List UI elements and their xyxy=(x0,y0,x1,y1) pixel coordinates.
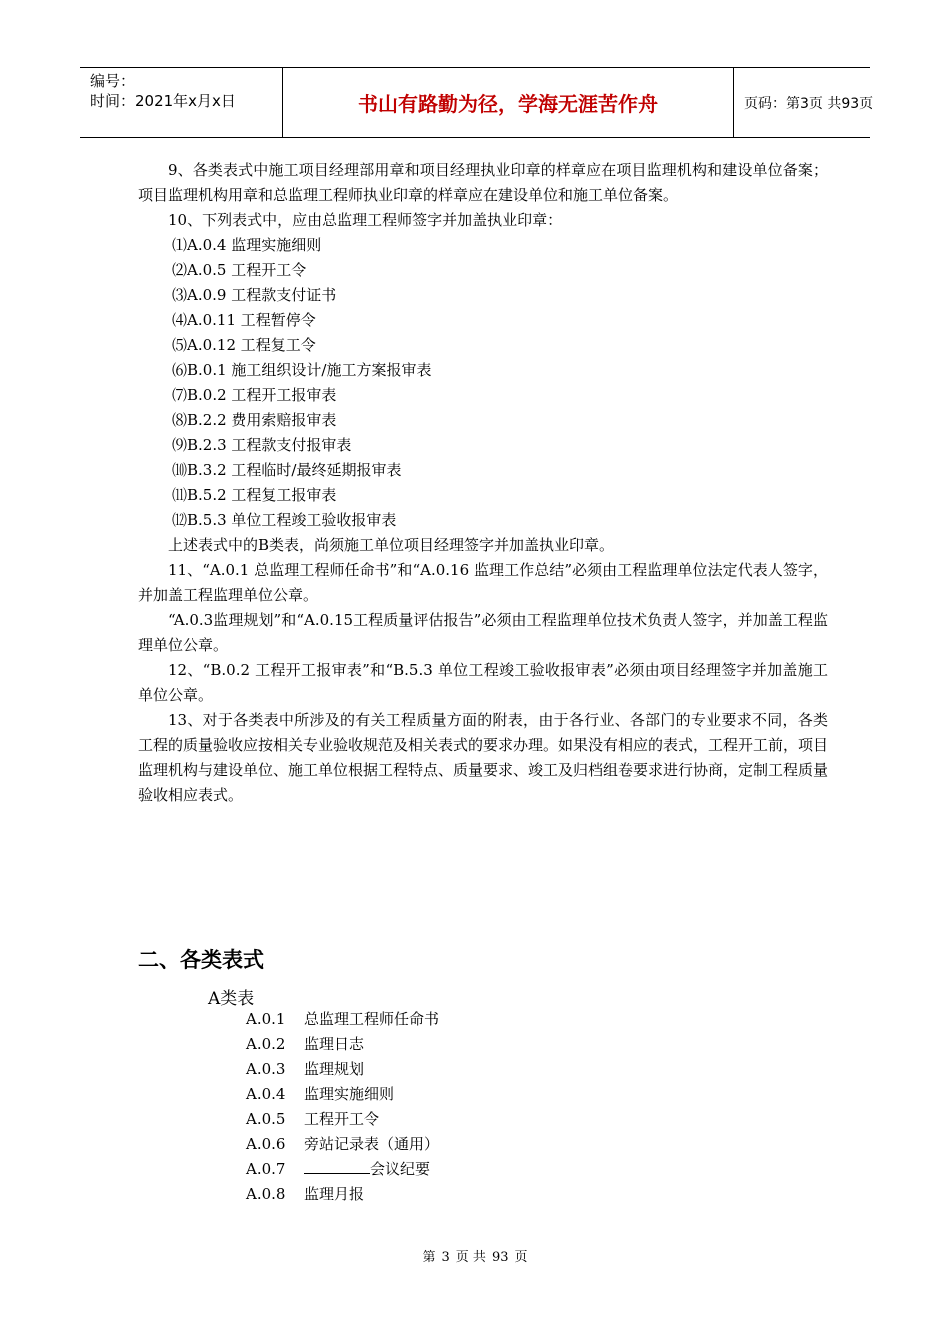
form-list-item xyxy=(246,1082,439,1107)
form-name: 总监理工程师任命书 xyxy=(304,1010,440,1028)
paragraph-11a: 11、“A.0.1 总监理工程师任命书”和“A.0.16 监理工作总结”必须由工程监理单位法定代表人签字，并加盖工程监理单位公章。 xyxy=(138,561,828,604)
form-name: 旁站记录表（通用） xyxy=(304,1135,440,1153)
form-name: 监理规划 xyxy=(304,1060,365,1078)
list-item: ⑺B.0.2 工程开工报审表 xyxy=(172,386,337,404)
form-name: 工程开工令 xyxy=(304,1110,380,1128)
form-list-item xyxy=(246,1107,439,1132)
section-title: 二、各类表式 xyxy=(138,948,264,972)
footer-prefix: 第 xyxy=(422,1250,436,1265)
paragraph-10-note: 上述表式中的B类表，尚须施工单位项目经理签字并加盖执业印章。 xyxy=(168,536,615,554)
list-item: ⑶A.0.9 工程款支付证书 xyxy=(172,286,337,304)
paragraph-9: 9、各类表式中施工项目经理部用章和项目经理执业印章的样章应在项目监理机构和建设单位备案；项目监理机构用章和总监理工程师执业印章的样章应在建设单位和施工单位备案。 xyxy=(138,161,828,204)
list-item: ⑴A.0.4 监理实施细则 xyxy=(172,236,322,254)
form-code: A.0.5 xyxy=(246,1110,286,1128)
form-list-item xyxy=(246,1057,439,1082)
form-code: A.0.2 xyxy=(246,1035,286,1053)
page-header xyxy=(80,67,874,138)
form-code: A.0.1 xyxy=(246,1010,286,1028)
list-item: ⑻B.2.2 费用索赔报审表 xyxy=(172,411,337,429)
form-list-item xyxy=(246,1007,439,1032)
list-item: ⑿B.5.3 单位工程竣工验收报审表 xyxy=(172,511,397,529)
list-item: ⑸A.0.12 工程复工令 xyxy=(172,336,316,354)
header-page-info: 页码：第3页 共93页 xyxy=(744,95,874,112)
list-item: ⑷A.0.11 工程暂停令 xyxy=(172,311,316,329)
footer-mid: 页 共 xyxy=(455,1250,486,1265)
paragraph-10: 10、下列表式中，应由总监理工程师签字并加盖执业印章： xyxy=(168,211,563,229)
form-list-item xyxy=(246,1157,439,1182)
header-meta xyxy=(80,68,282,137)
form-name: 监理日志 xyxy=(304,1035,365,1053)
footer-current-page: 3 xyxy=(441,1250,450,1265)
doc-date-label: 时间：2021年x月x日 xyxy=(90,92,236,110)
section-subtitle: A类表 xyxy=(208,989,255,1009)
form-name: 监理月报 xyxy=(304,1185,365,1203)
list-item: ⑹B.0.1 施工组织设计/施工方案报审表 xyxy=(172,361,432,379)
form-code: A.0.3 xyxy=(246,1060,286,1078)
form-code: A.0.8 xyxy=(246,1185,286,1203)
paragraph-11b: “A.0.3监理规划”和“A.0.15工程质量评估报告”必须由工程监理单位技术负责人签字，并加盖工程监理单位公章。 xyxy=(138,611,828,654)
list-item: ⑽B.3.2 工程临时/最终延期报审表 xyxy=(172,461,402,479)
form-list-item xyxy=(246,1132,439,1157)
form-list-item xyxy=(246,1032,439,1057)
form-name: 会议纪要 xyxy=(370,1160,431,1178)
paragraph-13: 13、对于各类表中所涉及的有关工程质量方面的附表，由于各行业、各部门的专业要求不同，各类工程的质量验收应按相关专业验收规范及相关表式的要求办理。如果没有相应的表式，工程开工前，项目监理机构与建设单位、施工单位根据工程特点、质量要求、竣工及归档组卷要求进行协商，定制工程质量验收相应表式。 xyxy=(138,711,829,804)
footer-suffix: 页 xyxy=(514,1250,528,1265)
footer-total-pages: 93 xyxy=(491,1250,509,1265)
form-code: A.0.6 xyxy=(246,1135,286,1153)
paragraph-12: 12、“B.0.2 工程开工报审表”和“B.5.3 单位工程竣工验收报审表”必须由项目经理签字并加盖施工单位公章。 xyxy=(138,661,828,704)
form-code: A.0.4 xyxy=(246,1085,286,1103)
list-10 xyxy=(138,233,828,533)
header-motto: 书山有路勤为径，学海无涯苦作舟 xyxy=(282,68,734,137)
form-list xyxy=(246,1007,439,1207)
page-footer xyxy=(0,1246,950,1265)
list-item: ⑵A.0.5 工程开工令 xyxy=(172,261,307,279)
form-list-item xyxy=(246,1182,439,1207)
doc-number-label: 编号： xyxy=(90,72,136,90)
form-name: 监理实施细则 xyxy=(304,1085,395,1103)
list-item: ⑼B.2.3 工程款支付报审表 xyxy=(172,436,352,454)
blank-underline xyxy=(304,1157,370,1174)
form-code: A.0.7 xyxy=(246,1160,286,1178)
document-body xyxy=(138,158,828,808)
list-item: ⑾B.5.2 工程复工报审表 xyxy=(172,486,337,504)
